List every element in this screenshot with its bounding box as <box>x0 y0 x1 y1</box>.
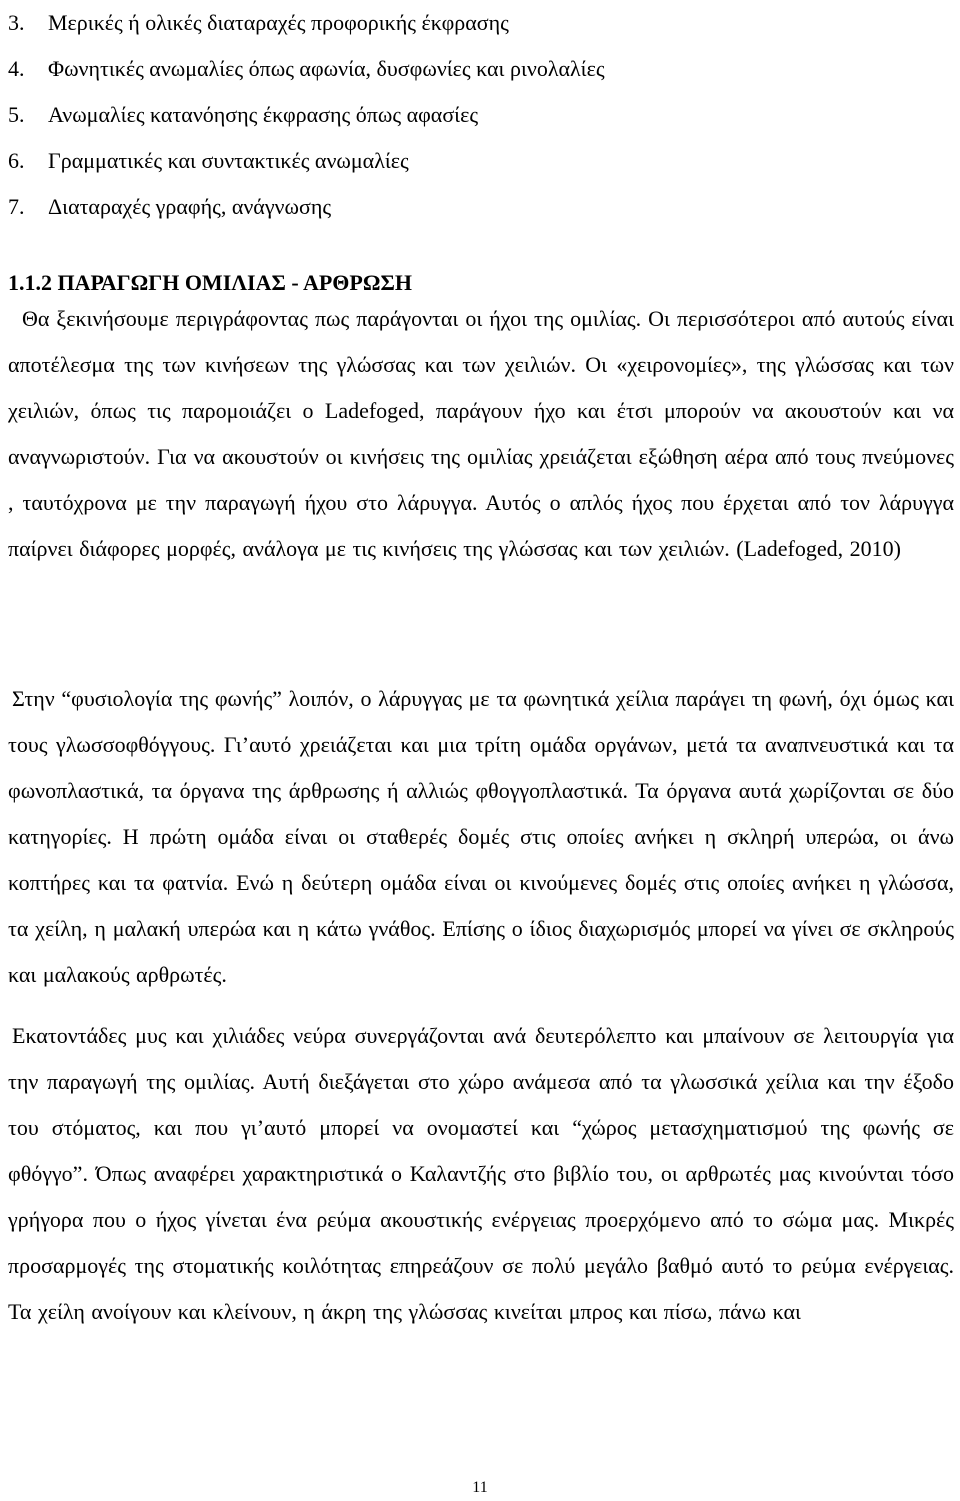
list-item-number: 5. <box>8 102 25 127</box>
list-item-number: 3. <box>8 10 25 35</box>
paragraph-voice-physiology: Στην “φυσιολογία της φωνής” λοιπόν, ο λάρυγγας με τα φωνητικά χείλια παράγει τη φωνή, όχι όμως και τους γλωσσοφθόγγους. Γι’αυτό χρειάζεται και μια τρίτη ομάδα οργάνων, μετά τα αναπνευστικά και τα φωνοπλαστικά, τα όργανα της άρθρωσης ή αλλιώς φθογγοπλαστικά. Τα όργανα αυτά χωρίζονται σε δύο κατηγορίες. Η πρώτη ομάδα είναι οι σταθερές δομές στις οποίες ανήκει η σκληρή υπερώα, οι άνω κοπτήρες και τα φατνία. Ενώ η δεύτερη ομάδα είναι οι κινούμενες δομές στις οποίες ανήκει η γλώσσα, τα χείλη, η μαλακή υπερώα και η κάτω γνάθος. Επίσης ο ίδιος διαχωρισμός μπορεί να γίνει σε σκληρούς και μαλακούς αρθρωτές. <box>8 686 954 987</box>
list-item-number: 6. <box>8 148 25 173</box>
paragraph-speech-production: Θα ξεκινήσουμε περιγράφοντας πως παράγονται οι ήχοι της ομιλίας. Οι περισσότεροι από αυτούς είναι αποτέλεσμα της των κινήσεων της γλώσσας και των χειλιών. Οι «χειρονομίες», της γλώσσας και των χειλιών, όπως τις παρομοιάζει ο Ladefoged, παράγουν ήχο και έτσι μπορούν να ακουστούν και να αναγνωριστούν. Για να ακουστούν οι κινήσεις της ομιλίας χρειάζεται εξώθηση αέρα από τους πνεύμονες , ταυτόχρονα με την παραγωγή ήχου στο λάρυγγα. Αυτός ο απλός ήχος που έρχεται από τον λάρυγγα παίρνει διάφορες μορφές, ανάλογα με τις κινήσεις της γλώσσας και των χειλιών. (Ladefoged, 2010) <box>8 306 954 561</box>
paragraph-muscles-nerves: Εκατοντάδες μυς και χιλιάδες νεύρα συνεργάζονται ανά δευτερόλεπτο και μπαίνουν σε λειτουργία για την παραγωγή της ομιλίας. Αυτή διεξάγεται στο χώρο ανάμεσα από τα γλωσσικά χείλια και την έξοδο του στόματος, και που γι’αυτό μπορεί να ονομαστεί και “χώρος μετασχηματισμού της φωνής σε φθόγγο”. Όπως αναφέρει χαρακτηριστικά ο Καλαντζής στο βιβλίο του, οι αρθρωτές μας κινούνται τόσο γρήγορα που ο ήχος γίνεται ένα ρεύμα ακουστικής ενέργειας προερχόμενο από το σώμα μας. Μικρές προσαρμογές της στοματικής κοιλότητας επηρεάζουν σε πολύ μεγάλο βαθμό αυτό το ρεύμα ενέργειας. Τα χείλη ανοίγουν και κλείνουν, η άκρη της γλώσσας κινείται μπρος και πίσω, πάνω και <box>8 1023 954 1324</box>
list-item-text: Ανωμαλίες κατανόησης έκφρασης όπως αφασίες <box>48 102 479 127</box>
section-heading: 1.1.2 ΠΑΡΑΓΩΓΗ ΟΜΙΛΙΑΣ - ΑΡΘΡΩΣΗ <box>8 270 412 295</box>
page-number: 11 <box>472 1479 488 1496</box>
list-item-number: 4. <box>8 56 25 81</box>
list-item-number: 7. <box>8 194 25 219</box>
list-item <box>8 184 605 230</box>
list-item <box>8 138 605 184</box>
list-item-text: Διαταραχές γραφής, ανάγνωσης <box>48 194 332 219</box>
disorder-list <box>8 0 605 230</box>
list-item-text: Φωνητικές ανωμαλίες όπως αφωνία, δυσφωνίες και ρινολαλίες <box>48 56 605 81</box>
list-item-text: Γραμματικές και συντακτικές ανωμαλίες <box>48 148 409 173</box>
list-item <box>8 0 605 46</box>
list-item-text: Μερικές ή ολικές διαταραχές προφορικής έκφρασης <box>48 10 509 35</box>
list-item <box>8 46 605 92</box>
list-item <box>8 92 605 138</box>
